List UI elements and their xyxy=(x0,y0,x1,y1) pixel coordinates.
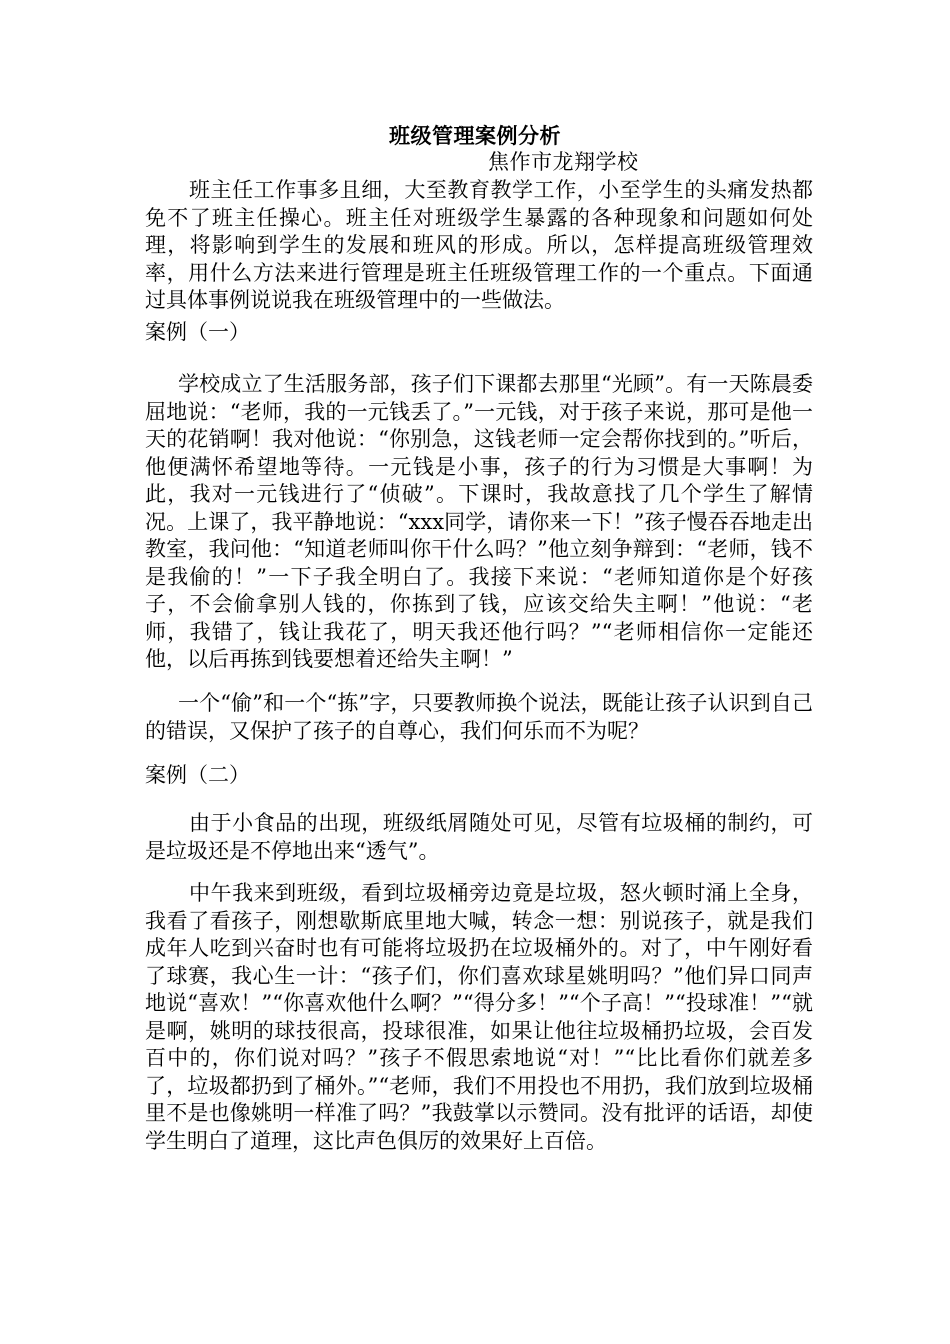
case-1-heading: 案例（一） xyxy=(145,320,250,344)
case-1-paragraph-2: 一个“偷”和一个“拣”字，只要教师换个说法，既能让孩子认识到自己的错误，又保护了孩子的自尊心，我们何乐而不为呢？ xyxy=(145,691,813,743)
intro-paragraph: 班主任工作事多且细，大至教育教学工作，小至学生的头痛发热都免不了班主任操心。班主任对班级学生暴露的各种现象和问题如何处理，将影响到学生的发展和班风的形成。所以，怎样提高班级管理效率，用什么方法来进行管理是班主任班级管理工作的一个重点。下面通过具体事例说说我在班级管理中的一些做法。 xyxy=(145,178,813,312)
case-2-heading: 案例（二） xyxy=(145,763,250,787)
document-title: 班级管理案例分析 xyxy=(389,123,561,148)
case-2-paragraph-1: 由于小食品的出现，班级纸屑随处可见，尽管有垃圾桶的制约，可是垃圾还是不停地出来“透气”。 xyxy=(145,811,813,863)
case-1-paragraph-1: 学校成立了生活服务部，孩子们下课都去那里“光顾”。有一天陈晨委屈地说：“老师，我的一元钱丢了。”一元钱，对于孩子来说，那可是他一天的花销啊！我对他说：“你别急，这钱老师一定会帮你找到的。”听后，他便满怀希望地等待。一元钱是小事，孩子的行为习惯是大事啊！为此，我对一元钱进行了“侦破”。下课时，我故意找了几个学生了解情况。上课了，我平静地说：“xxx同学，请你来一下！”孩子慢吞吞地走出教室，我问他：“知道老师叫你干什么吗？”他立刻争辩到：“老师，钱不是我偷的！”一下子我全明白了。我接下来说：“老师知道你是个好孩子，不会偷拿别人钱的，你拣到了钱，应该交给失主啊！”他说：“老师，我错了，钱让我花了，明天我还他行吗？”“老师相信你一定能还他，以后再拣到钱要想着还给失主啊！” xyxy=(145,372,813,671)
case-2-paragraph-2: 中午我来到班级，看到垃圾桶旁边竟是垃圾，怒火顿时涌上全身，我看了看孩子，刚想歇斯底里地大喊，转念一想：别说孩子，就是我们成年人吃到兴奋时也有可能将垃圾扔在垃圾桶外的。对了，中午刚好看了球赛，我心生一计：“孩子们，你们喜欢球星姚明吗？”他们异口同声地说“喜欢！”“你喜欢他什么啊？”“得分多！”“个子高！”“投球准！”“就是啊，姚明的球技很高，投球很准，如果让他往垃圾桶扔垃圾，会百发百中的，你们说对吗？”孩子不假思索地说“对！”“比比看你们就差多了，垃圾都扔到了桶外。”“老师，我们不用投也不用扔，我们放到垃圾桶里不是也像姚明一样准了吗？”我鼓掌以示赞同。没有批评的话语，却使学生明白了道理，这比声色俱厉的效果好上百倍。 xyxy=(145,881,813,1153)
school-name: 焦作市龙翔学校 xyxy=(488,150,639,174)
